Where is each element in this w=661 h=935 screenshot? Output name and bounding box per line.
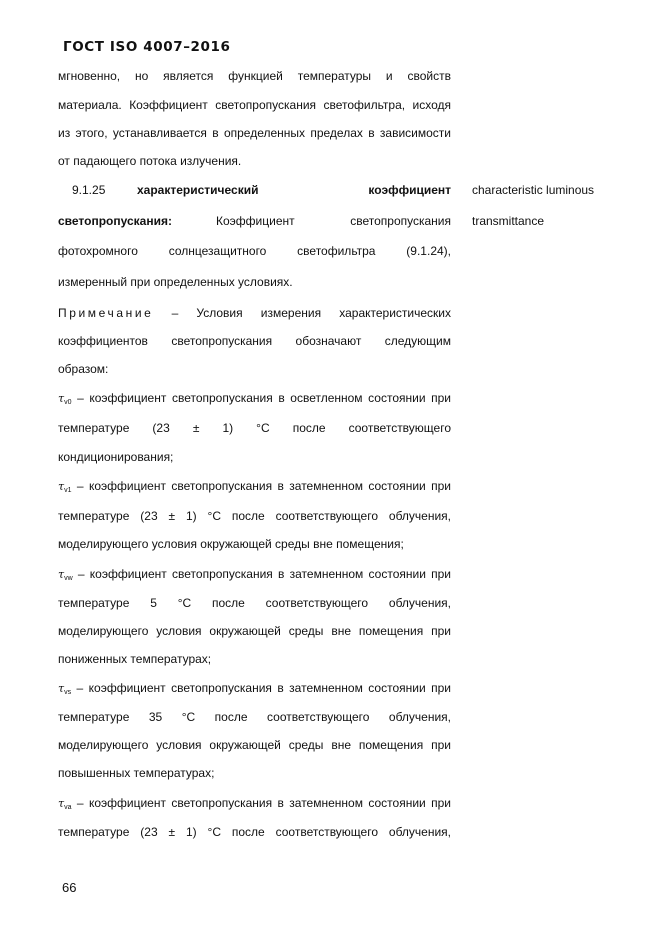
item-text: – коэффициент светопропускания в затемненном состоянии при [71,681,451,695]
list-item-line [58,479,451,498]
list-item-line: температуре 35 °С после соответствующего облучения, [58,710,451,724]
tau-symbol: τ [58,797,65,810]
tau-symbol: τ [58,480,65,493]
list-item-line [58,391,451,410]
list-item-line: температуре 5 °С после соответствующего облучения, [58,596,451,610]
tau-subscript: vw [64,575,73,582]
list-item-line [58,681,451,700]
tau-symbol: τ [58,392,65,405]
document-header: ГОСТ ISO 4007–2016 [63,39,231,55]
text-line: из этого, устанавливается в определенных пределах в зависимости [58,126,451,140]
item-text: – коэффициент светопропускания в осветленном состоянии при [71,391,451,405]
tau-subscript: va [64,804,72,811]
term-number: 9.1.25 [72,183,106,197]
list-item-line [58,567,451,586]
tau-subscript: v1 [64,487,72,494]
list-item-line: повышенных температурах; [58,766,215,780]
term-title-part1: характеристический [137,183,259,197]
list-item-line: моделирующего условия окружающей среды вне помещения при [58,738,451,752]
note-line3: образом: [58,362,109,376]
tau-subscript: v0 [64,399,72,406]
item-text: – коэффициент светопропускания в затемненном состоянии при [72,567,451,581]
list-item-line [58,796,451,815]
tau-symbol: τ [58,568,65,581]
tau-symbol: τ [58,682,65,695]
text-line: мгновенно, но является функцией температуры и свойств [58,69,451,83]
term-definition-line2: фотохромного солнцезащитного светофильтра (9.1.24), [58,244,451,258]
page-number: 66 [62,880,77,895]
note-line1 [58,306,451,321]
item-text: – коэффициент светопропускания в затемненном состоянии при [71,479,451,493]
note-text: – Условия измерения характеристических [153,306,451,320]
list-item-line: температуре (23 ± 1) °С после соответствующего [58,421,451,435]
list-item-line: моделирующего условия окружающей среды вне помещения; [58,537,404,551]
list-item-line: моделирующего условия окружающей среды вне помещения при [58,624,451,638]
term-definition-rest: Коэффициент светопропускания [216,214,451,228]
term-title-part2: коэффициент [368,183,451,197]
text-line: от падающего потока излучения. [58,154,242,168]
term-english-line2: transmittance [472,214,545,228]
list-item-line: температуре (23 ± 1) °С после соответствующего облучения, [58,509,451,523]
list-item-line: кондиционирования; [58,450,174,464]
tau-subscript: vs [64,689,72,696]
list-item-line: температуре (23 ± 1) °С после соответствующего облучения, [58,825,451,839]
text-line: материала. Коэффициент светопропускания светофильтра, исходя [58,98,451,112]
term-title-part3: светопропускания: [58,214,172,228]
item-text: – коэффициент светопропускания в затемненном состоянии при [71,796,451,810]
note-label: Примечание [58,306,154,320]
term-english-line1: characteristic luminous [472,183,595,197]
list-item-line: пониженных температурах; [58,652,212,666]
term-definition-line3: измеренный при определенных условиях. [58,275,293,289]
term-definition-line1 [58,214,451,229]
note-line2: коэффициентов светопропускания обозначают следующим [58,334,451,348]
